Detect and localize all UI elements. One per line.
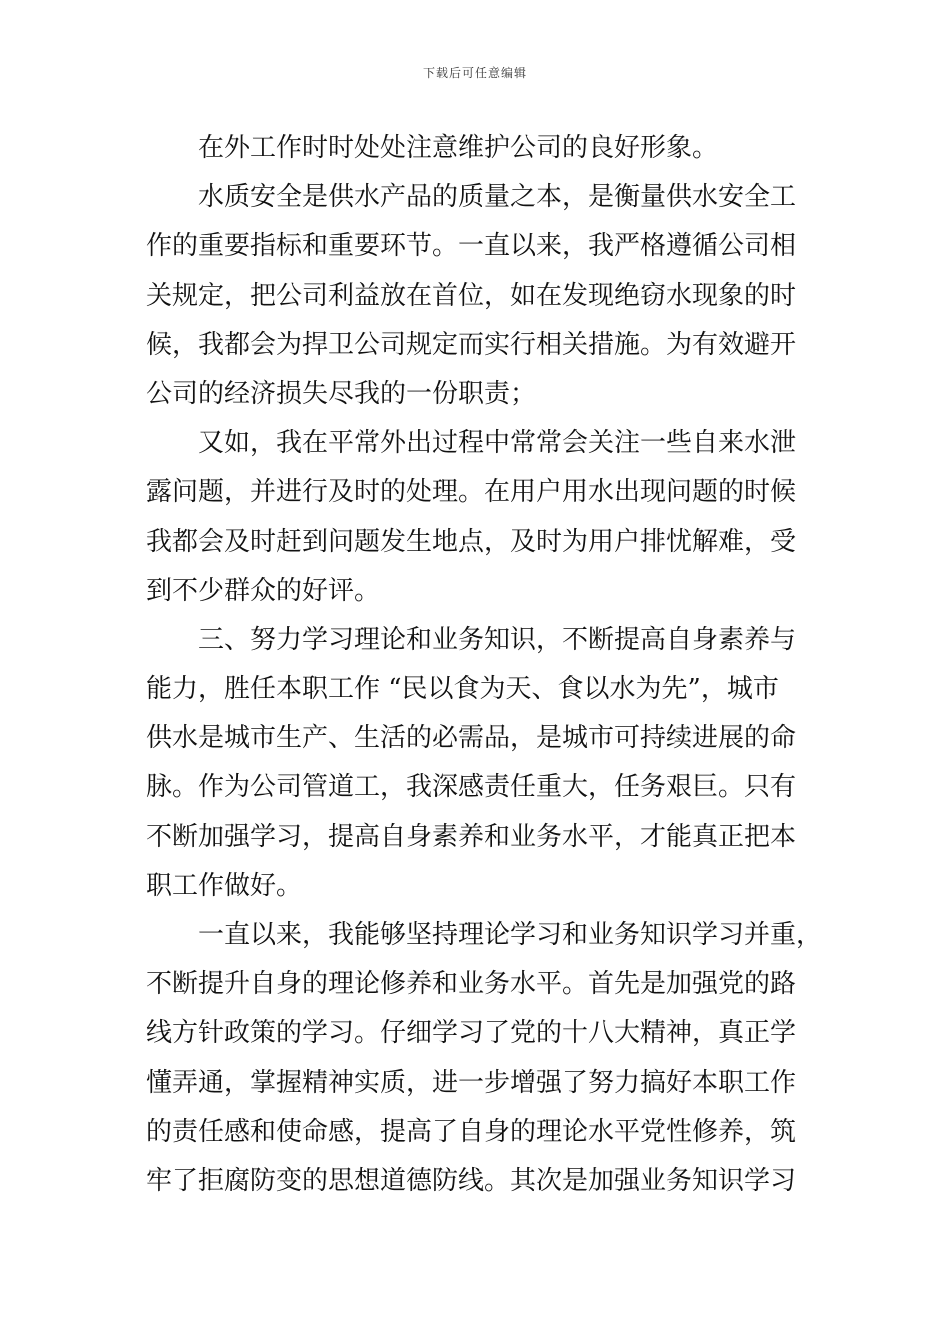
paragraph-line: 不断提升自身的理论修养和业务水平。首先是加强党的路 [146, 969, 797, 1000]
paragraph-line: 懂弄通，掌握精神实质，进一步增强了努力搞好本职工作 [146, 1067, 797, 1098]
paragraph-line: 到不少群众的好评。 [146, 575, 381, 606]
paragraph-line: 脉。作为公司管道工，我深感责任重大，任务艰巨。只有 [146, 772, 797, 803]
paragraph-line: 水质安全是供水产品的质量之本，是衡量供水安全工 [198, 182, 797, 213]
paragraph-3 [146, 419, 816, 616]
document-body [146, 124, 823, 1206]
paragraph-line: 供水是城市生产、生活的必需品，是城市可持续进展的命 [146, 723, 797, 754]
paragraph-2 [146, 173, 816, 419]
paragraph-line: 的责任感和使命感，提高了自身的理论水平党性修养，筑 [146, 1116, 797, 1147]
paragraph-line: 三、努力学习理论和业务知识，不断提高自身素养与 [198, 624, 797, 655]
paragraph-line: 关规定，把公司利益放在首位，如在发现绝窃水现象的时 [146, 280, 797, 311]
paragraph-line: 不断加强学习，提高自身素养和业务水平，才能真正把本 [146, 821, 797, 852]
paragraph-line: 我都会及时赶到问题发生地点，及时为用户排忧解难，受 [146, 526, 797, 557]
paragraph-1 [146, 124, 816, 173]
paragraph-5 [146, 911, 823, 1206]
paragraph-line: 作的重要指标和重要环节。一直以来，我严格遵循公司相 [146, 231, 797, 262]
paragraph-line: 在外工作时时处处注意维护公司的良好形象。 [198, 133, 719, 163]
paragraph-line: 公司的经济损失尽我的一份职责； [146, 378, 537, 409]
paragraph-line: 线方针政策的学习。仔细学习了党的十八大精神，真正学 [146, 1018, 797, 1049]
paragraph-line: 牢了拒腐防变的思想道德防线。其次是加强业务知识学习 [146, 1165, 797, 1196]
paragraph-line: 一直以来，我能够坚持理论学习和业务知识学习并重， [198, 920, 823, 950]
page-header: 下载后可任意编辑 [422, 66, 527, 80]
paragraph-4 [146, 616, 816, 911]
paragraph-line: 露问题，并进行及时的处理。在用户用水出现问题的时候 [146, 477, 797, 508]
paragraph-line: 职工作做好。 [146, 870, 303, 901]
paragraph-line: 候，我都会为捍卫公司规定而实行相关措施。为有效避开 [146, 329, 797, 360]
paragraph-line: 能力，胜任本职工作 “民以食为天、食以水为先”，城市 [146, 674, 779, 705]
paragraph-line: 又如，我在平常外出过程中常常会关注一些自来水泄 [198, 428, 797, 459]
